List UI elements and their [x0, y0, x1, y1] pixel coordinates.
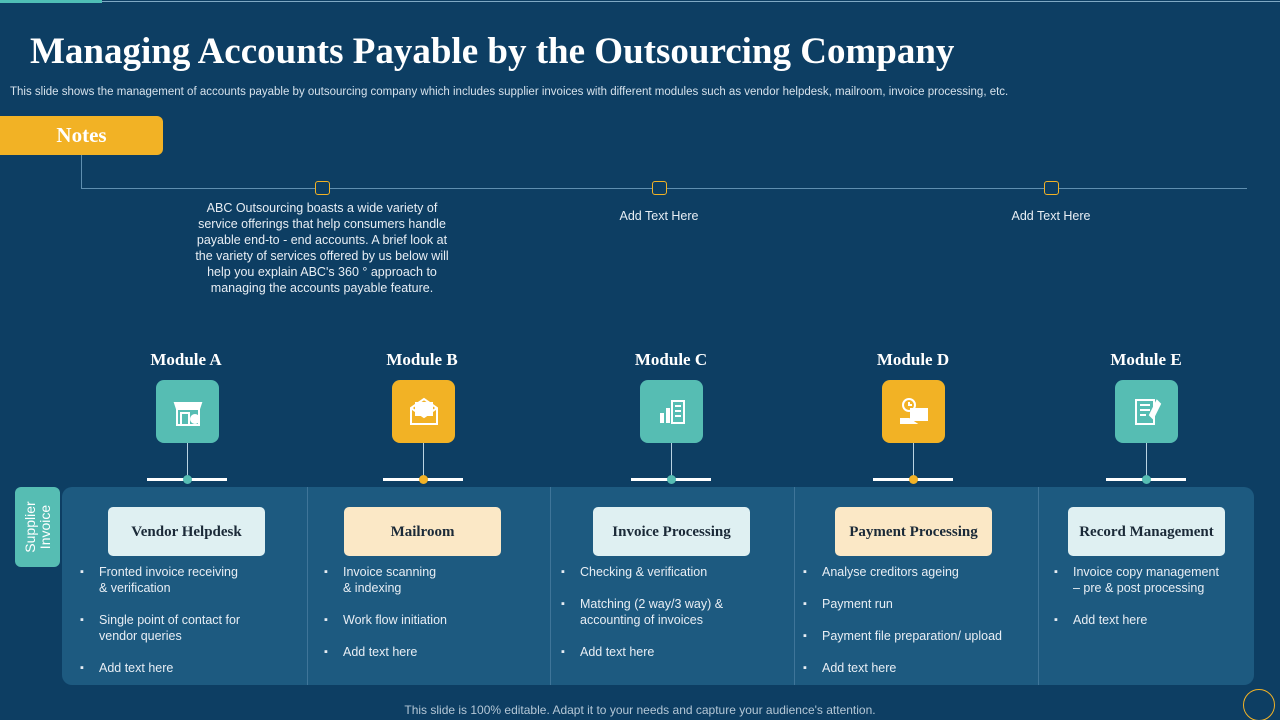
- timeline-marker-3: [1044, 181, 1059, 195]
- note-line: the variety of services offered by us below will: [195, 249, 449, 263]
- module-e-stem: [1146, 443, 1147, 479]
- slide-title: Managing Accounts Payable by the Outsourcing Company: [30, 31, 955, 72]
- note-line: service offerings that help consumers handle: [198, 217, 446, 231]
- slide-subtitle: This slide shows the management of accounts payable by outsourcing company which includes supplier invoices with different modules such as vendor helpdesk, mailroom, invoice processing, etc.: [10, 86, 1009, 98]
- note-line: help you explain ABC's 360 ° approach to: [207, 265, 437, 279]
- bullet-line: ▪ Payment run: [822, 597, 893, 611]
- bullet-line: ▪ Invoice copy management: [1073, 565, 1219, 579]
- list-item: [324, 612, 447, 628]
- list-item: [803, 596, 893, 612]
- bullet-line: ▪ Add text here: [822, 661, 897, 675]
- bullet-line: ▪ Single point of contact for: [99, 613, 241, 627]
- storefront-icon: [156, 380, 219, 443]
- list-item: [80, 660, 173, 676]
- module-c-stem: [671, 443, 672, 479]
- bullet-line: ▪ Add text here: [99, 661, 174, 675]
- module-c-label: Invoice Processing: [593, 507, 750, 556]
- timeline-note-1: [172, 200, 472, 296]
- list-item: [561, 644, 654, 660]
- column-divider: [307, 487, 308, 685]
- note-line: ABC Outsourcing boasts a wide variety of: [206, 201, 438, 215]
- module-b-title: Module B: [386, 350, 458, 369]
- bullet-line: ▪ Analyse creditors ageing: [822, 565, 959, 579]
- module-a-title: Module A: [150, 350, 222, 369]
- bullet-line: ▪ Add text here: [1073, 613, 1148, 627]
- column-divider: [550, 487, 551, 685]
- bullet-line: ▪ Matching (2 way/3 way) &: [580, 597, 724, 611]
- list-item: [80, 564, 238, 596]
- list-item: [561, 564, 707, 580]
- bullet-line: ▪ Invoice scanning: [343, 565, 437, 579]
- bullet-line: ▪ Work flow initiation: [343, 613, 447, 627]
- module-a-dot: [183, 475, 192, 484]
- bullet-line: vendor queries: [99, 629, 182, 643]
- invoice-chart-icon: [640, 380, 703, 443]
- column-divider: [1038, 487, 1039, 685]
- module-a-label: Vendor Helpdesk: [108, 507, 265, 556]
- list-item: [1054, 564, 1219, 596]
- envelope-icon: [392, 380, 455, 443]
- module-b-label: Mailroom: [344, 507, 501, 556]
- list-item: [324, 644, 417, 660]
- module-e-dot: [1142, 475, 1151, 484]
- bullet-line: ▪ Add text here: [580, 645, 655, 659]
- top-rule: [102, 1, 1280, 2]
- list-item: [803, 660, 896, 676]
- list-item: [80, 612, 240, 644]
- bullet-line: & indexing: [343, 581, 402, 595]
- bullet-line: – pre & post processing: [1073, 581, 1205, 595]
- supplier-invoice-label: Supplier Invoice: [21, 501, 53, 553]
- module-e-label: Record Management: [1068, 507, 1225, 556]
- module-a-stem: [187, 443, 188, 479]
- module-d-label: Payment Processing: [835, 507, 992, 556]
- list-item: [561, 596, 723, 628]
- document-pen-icon: [1115, 380, 1178, 443]
- bullet-line: ▪ Fronted invoice receiving: [99, 565, 238, 579]
- module-b-dot: [419, 475, 428, 484]
- timeline-marker-1: [315, 181, 330, 195]
- top-accent-bar: [0, 0, 102, 3]
- bullet-line: ▪ Payment file preparation/ upload: [822, 629, 1002, 643]
- list-item: [803, 628, 1002, 644]
- corner-circle-decoration: [1243, 689, 1275, 720]
- note-line: managing the accounts payable feature.: [210, 281, 434, 295]
- module-d-title: Module D: [876, 350, 950, 369]
- timeline-note-2: Add Text Here: [619, 209, 699, 223]
- bullet-line: ▪ Add text here: [343, 645, 418, 659]
- timeline-note-3: Add Text Here: [1011, 209, 1091, 223]
- module-b-stem: [423, 443, 424, 479]
- note-line: payable end-to - end accounts. A brief look at: [196, 233, 448, 247]
- timeline-connector: [81, 155, 82, 189]
- column-divider: [794, 487, 795, 685]
- bullet-line: accounting of invoices: [580, 613, 703, 627]
- list-item: [803, 564, 959, 580]
- notes-button[interactable]: Notes: [0, 116, 163, 155]
- module-e-title: Module E: [1110, 350, 1182, 369]
- bullet-line: ▪ Checking & verification: [580, 565, 708, 579]
- module-c-dot: [667, 475, 676, 484]
- module-c-title: Module C: [634, 350, 708, 369]
- list-item: [1054, 612, 1147, 628]
- module-d-dot: [909, 475, 918, 484]
- supplier-invoice-tab: [15, 487, 60, 567]
- bullet-line: & verification: [99, 581, 171, 595]
- payment-card-icon: [882, 380, 945, 443]
- slide-footer: This slide is 100% editable. Adapt it to your needs and capture your audience's attention.: [404, 703, 876, 717]
- module-d-stem: [913, 443, 914, 479]
- list-item: [324, 564, 436, 596]
- timeline-marker-2: [652, 181, 667, 195]
